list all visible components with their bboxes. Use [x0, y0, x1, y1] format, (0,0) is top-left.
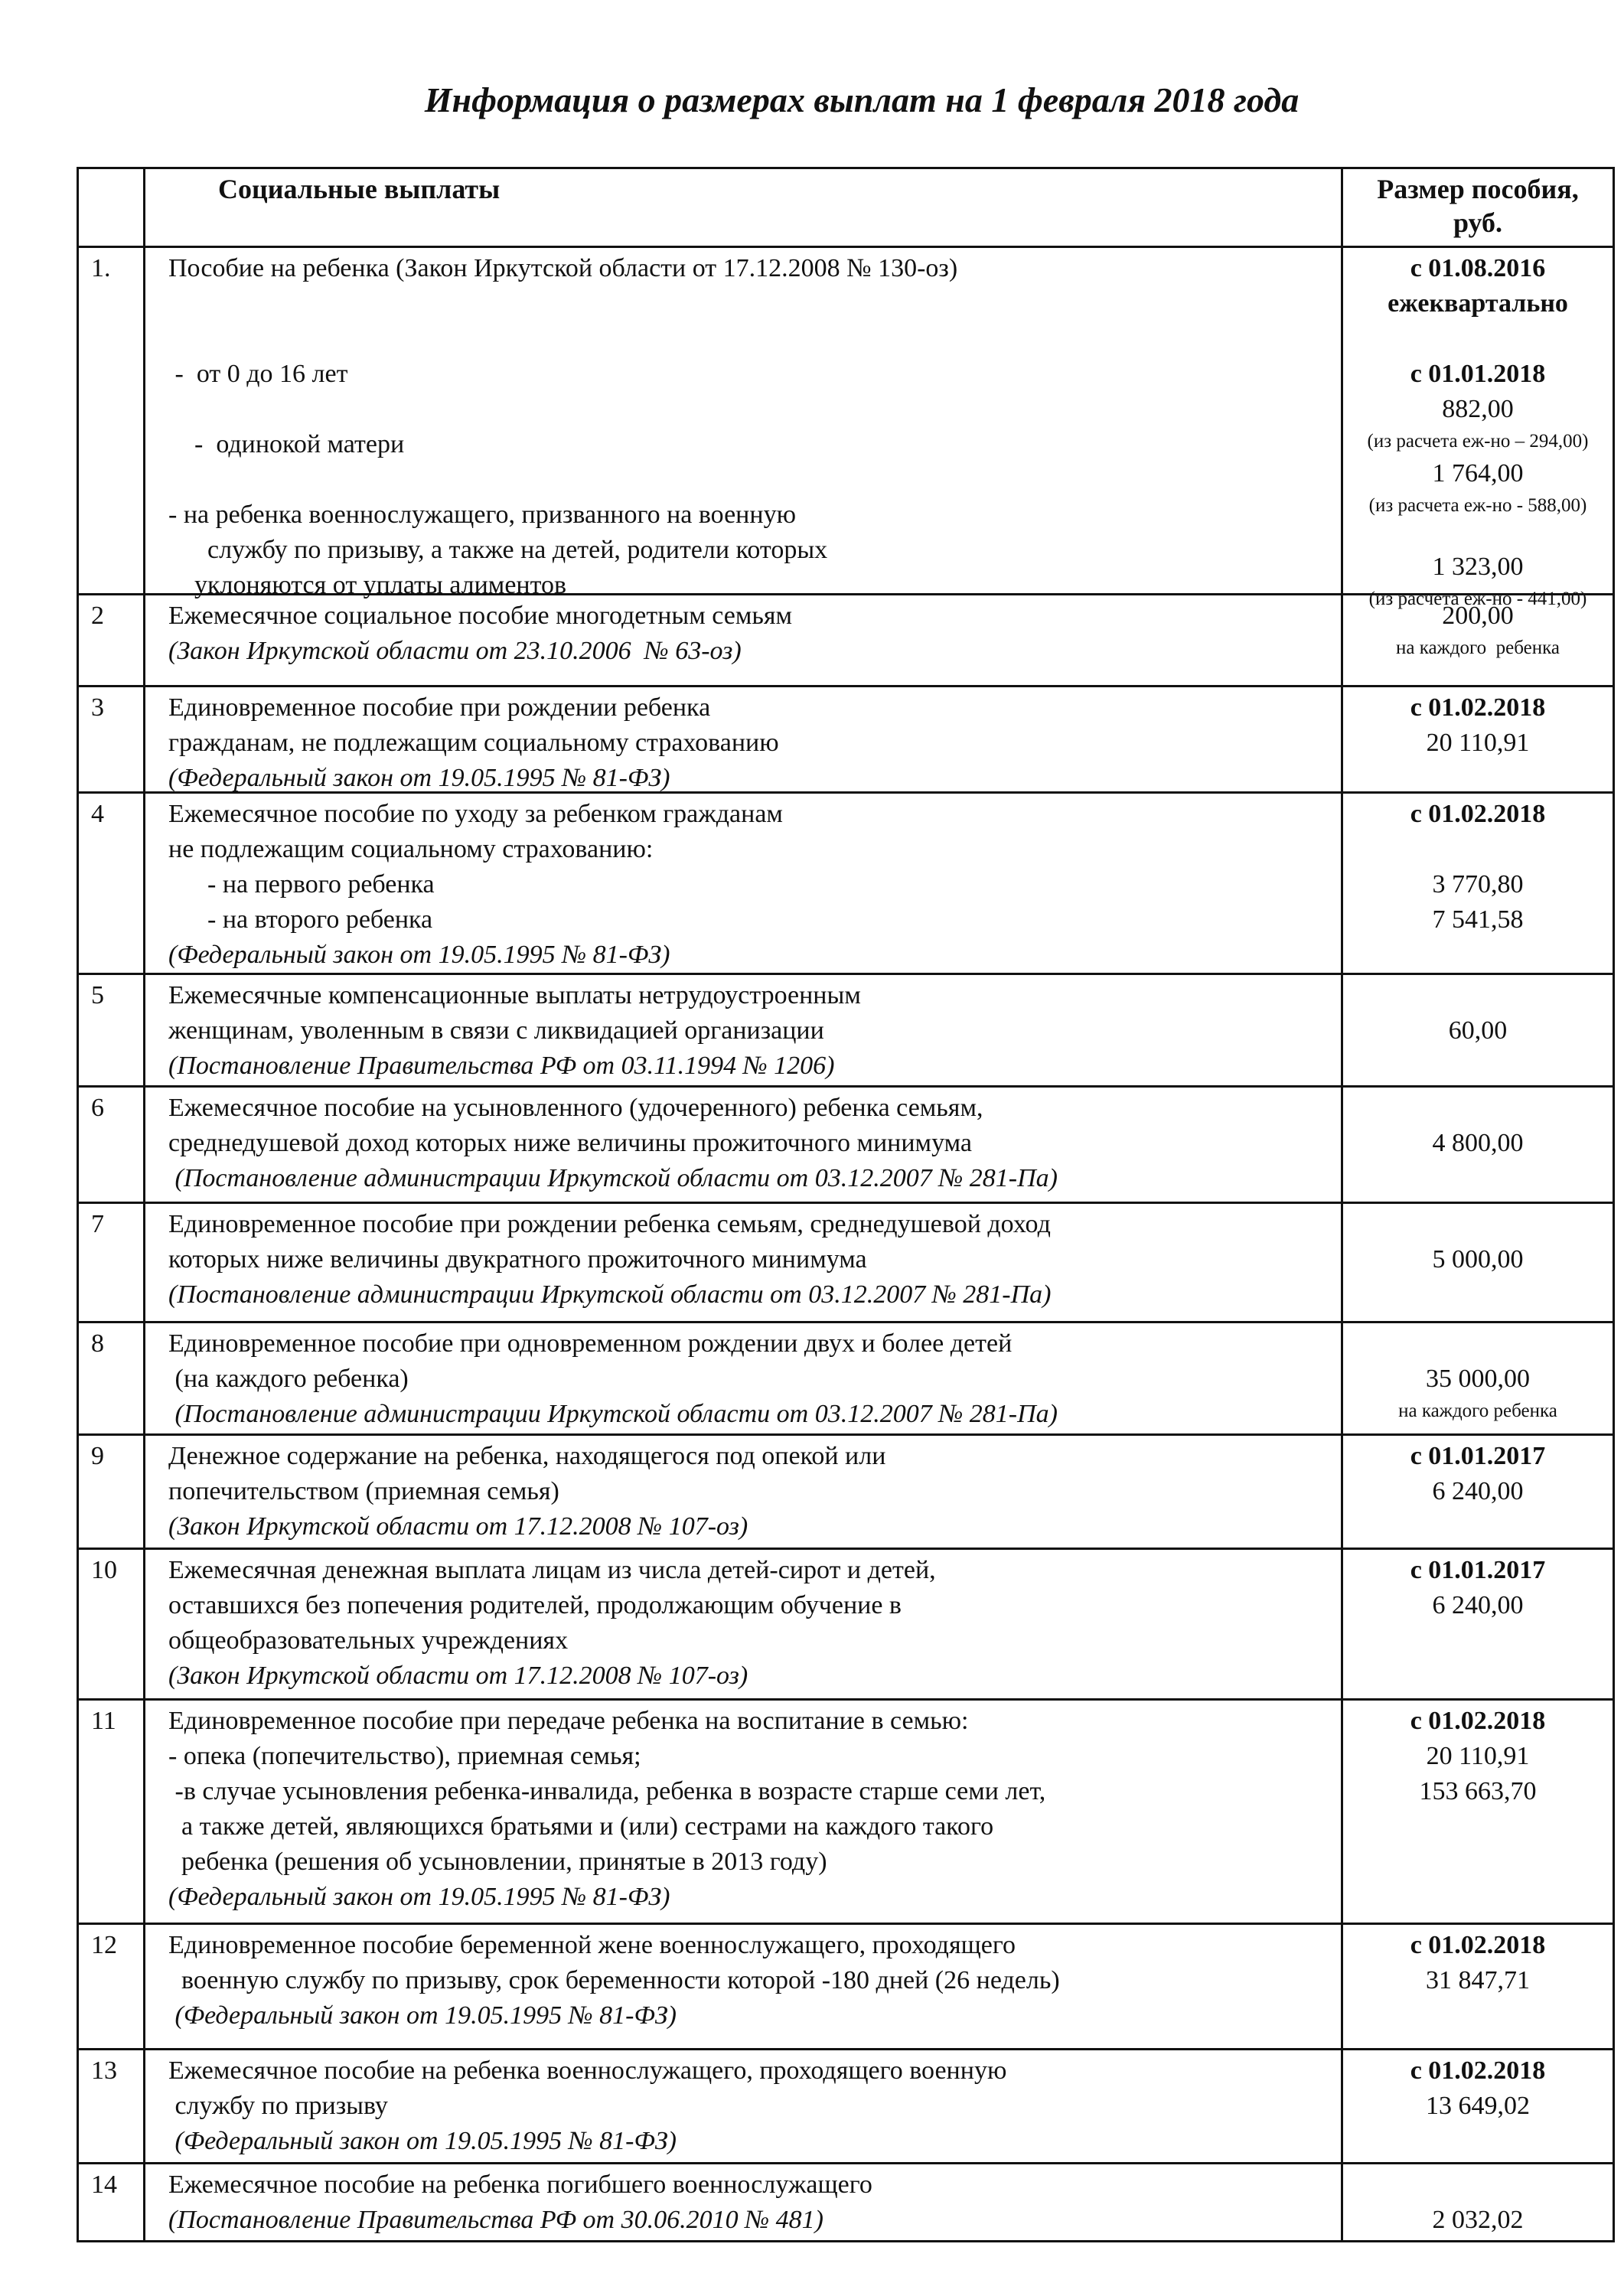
- description-line: (Постановление администрации Иркутской области от 03.12.2007 № 281-Па): [168, 1280, 1052, 1309]
- description-line: -в случае усыновления ребенка-инвалида, ребенка в возрасте старше семи лет,: [168, 1777, 1046, 1805]
- amount-line: (из расчета еж-но – 294,00): [1367, 431, 1589, 452]
- header-val-cell: [1343, 169, 1613, 246]
- amount-line: 60,00: [1448, 1016, 1508, 1045]
- amount-line: [1343, 1207, 1613, 1242]
- amount-line: 13 649,02: [1426, 2092, 1530, 2120]
- row-number: 13: [79, 2050, 145, 2162]
- amount-line: с 01.01.2017: [1410, 1556, 1546, 1584]
- amount-line: 6 240,00: [1432, 1591, 1524, 1619]
- row-number: 7: [79, 1204, 145, 1321]
- description-line: Денежное содержание на ребенка, находящегося под опекой или: [168, 1442, 886, 1470]
- row-number: 5: [79, 975, 145, 1085]
- amount-line: [1343, 978, 1613, 1013]
- payment-description: [145, 975, 1343, 1085]
- amount-line: (из расчета еж-но - 441,00): [1368, 589, 1587, 609]
- amount-line: 20 110,91: [1426, 729, 1530, 757]
- amount-line: [1343, 321, 1613, 357]
- description-line: оставшихся без попечения родителей, продолжающим обучение в: [168, 1591, 902, 1619]
- amount-line: 6 240,00: [1432, 1477, 1524, 1505]
- payment-description: [145, 595, 1343, 685]
- amount-line: с 01.01.2018: [1410, 360, 1546, 388]
- table-row: [79, 1202, 1613, 1321]
- payment-amount: [1343, 1550, 1613, 1698]
- payment-description: [145, 687, 1343, 791]
- amount-line: с 01.02.2018: [1410, 2056, 1546, 2085]
- payment-description: [145, 2164, 1343, 2240]
- description-line: (Постановление администрации Иркутской области от 03.12.2007 № 281-Па): [168, 1164, 1058, 1192]
- payment-description: [145, 1701, 1343, 1923]
- row-number: 4: [79, 794, 145, 973]
- description-line: Единовременное пособие беременной жене военнослужащего, проходящего: [168, 1931, 1016, 1959]
- amount-line: 4 800,00: [1432, 1129, 1524, 1157]
- amount-line: с 01.08.2016: [1410, 254, 1546, 282]
- description-line: (на каждого ребенка): [168, 1365, 409, 1393]
- description-line: (Закон Иркутской области от 17.12.2008 № 107-оз): [168, 1512, 748, 1541]
- table-row: [79, 246, 1613, 609]
- amount-line: 20 110,91: [1426, 1742, 1530, 1770]
- table-row: [79, 1698, 1613, 1923]
- amount-line: 882,00: [1442, 395, 1514, 423]
- amount-line: ежеквартально: [1388, 289, 1568, 318]
- payment-amount: [1343, 595, 1613, 685]
- amount-line: 2 032,02: [1432, 2206, 1524, 2234]
- header-desc: Социальные выплаты: [218, 174, 501, 204]
- payment-description: [145, 1204, 1343, 1321]
- amount-line: 5 000,00: [1432, 1245, 1524, 1274]
- description-line: которых ниже величины двукратного прожиточного минимума: [168, 1245, 867, 1274]
- description-line: попечительством (приемная семья): [168, 1477, 559, 1505]
- row-number: 2: [79, 595, 145, 685]
- table-row: [79, 1548, 1613, 1698]
- payment-amount: [1343, 248, 1613, 609]
- description-line: [168, 392, 1341, 427]
- payment-description: [145, 248, 1343, 599]
- row-number: 9: [79, 1436, 145, 1548]
- amount-line: 1 764,00: [1432, 459, 1524, 488]
- description-line: [168, 286, 1341, 321]
- row-number: 11: [79, 1701, 145, 1923]
- payment-description: [145, 1550, 1343, 1698]
- row-number: 12: [79, 1925, 145, 2048]
- description-line: - на первого ребенка: [168, 870, 435, 899]
- description-line: ребенка (решения об усыновлении, принятые в 2013 году): [168, 1848, 827, 1876]
- description-line: [168, 462, 1341, 497]
- description-line: - на второго ребенка: [168, 905, 433, 934]
- description-line: Пособие на ребенка (Закон Иркутской области от 17.12.2008 № 130-оз): [168, 254, 958, 282]
- description-line: общеобразовательных учреждениях: [168, 1626, 569, 1655]
- table-row: [79, 2048, 1613, 2162]
- description-line: женщинам, уволенным в связи с ликвидацией организации: [168, 1016, 824, 1045]
- payment-amount: [1343, 1204, 1613, 1321]
- payment-amount: [1343, 1088, 1613, 1202]
- table-row: [79, 2162, 1613, 2240]
- amount-line: [1343, 2167, 1613, 2203]
- description-line: Ежемесячные компенсационные выплаты нетрудоустроенным: [168, 981, 861, 1009]
- row-number: 6: [79, 1088, 145, 1202]
- description-line: Ежемесячное пособие на ребенка погибшего военнослужащего: [168, 2170, 872, 2199]
- description-line: Единовременное пособие при рождении ребенка семьям, среднедушевой доход: [168, 1210, 1051, 1238]
- payment-amount: [1343, 1925, 1613, 2048]
- description-line: (Федеральный закон от 19.05.1995 № 81-ФЗ): [168, 2001, 677, 2030]
- description-line: - одинокой матери: [168, 430, 405, 458]
- amount-line: 1 323,00: [1432, 553, 1524, 581]
- description-line: а также детей, являющихся братьями и (или) сестрами на каждого такого: [168, 1812, 994, 1841]
- amount-line: с 01.02.2018: [1410, 1707, 1546, 1735]
- description-line: (Постановление Правительства РФ от 30.06.2010 № 481): [168, 2206, 823, 2234]
- amount-line: 3 770,80: [1432, 870, 1524, 899]
- payment-amount: [1343, 1701, 1613, 1923]
- header-val-1: Размер пособия,: [1377, 174, 1579, 204]
- table-row: [79, 685, 1613, 791]
- amount-line: на каждого ребенка: [1398, 1401, 1557, 1421]
- payment-amount: [1343, 687, 1613, 791]
- amount-line: с 01.02.2018: [1410, 800, 1546, 828]
- table-row: [79, 791, 1613, 973]
- table-row: [79, 973, 1613, 1085]
- description-line: среднедушевой доход которых ниже величины прожиточного минимума: [168, 1129, 972, 1157]
- description-line: (Закон Иркутской области от 17.12.2008 № 107-оз): [168, 1662, 748, 1690]
- payment-amount: [1343, 1436, 1613, 1548]
- table-row: [79, 1085, 1613, 1202]
- description-line: - от 0 до 16 лет: [168, 360, 348, 388]
- description-line: (Федеральный закон от 19.05.1995 № 81-ФЗ): [168, 1883, 670, 1911]
- description-line: военную службу по призыву, срок беременности которой -180 дней (26 недель): [168, 1966, 1060, 1994]
- amount-line: на каждого ребенка: [1395, 638, 1560, 658]
- payment-amount: [1343, 794, 1613, 973]
- amount-line: с 01.02.2018: [1410, 693, 1546, 722]
- table-row: [79, 1923, 1613, 2048]
- description-line: Единовременное пособие при одновременном рождении двух и более детей: [168, 1329, 1013, 1358]
- description-line: Ежемесячное пособие по уходу за ребенком гражданам: [168, 800, 783, 828]
- payment-amount: [1343, 2050, 1613, 2162]
- amount-line: с 01.01.2017: [1410, 1442, 1546, 1470]
- description-line: Ежемесячное социальное пособие многодетным семьям: [168, 602, 793, 630]
- payment-description: [145, 1436, 1343, 1548]
- amount-line: [1343, 1091, 1613, 1126]
- row-number: 8: [79, 1323, 145, 1433]
- row-number: 1.: [79, 248, 145, 593]
- description-line: Ежемесячное пособие на ребенка военнослужащего, проходящего военную: [168, 2056, 1007, 2085]
- description-line: Ежемесячное пособие на усыновленного (удочеренного) ребенка семьям,: [168, 1094, 983, 1122]
- amount-line: 7 541,58: [1432, 905, 1524, 934]
- header-num-cell: [79, 169, 145, 246]
- description-line: (Постановление администрации Иркутской области от 03.12.2007 № 281-Па): [168, 1400, 1058, 1428]
- amount-line: 31 847,71: [1426, 1966, 1530, 1994]
- description-line: (Закон Иркутской области от 23.10.2006 № 63-оз): [168, 637, 742, 665]
- description-line: [168, 321, 1341, 357]
- payment-amount: [1343, 1323, 1613, 1433]
- payment-description: [145, 1088, 1343, 1202]
- row-number: 3: [79, 687, 145, 791]
- payment-description: [145, 2050, 1343, 2162]
- description-line: (Федеральный закон от 19.05.1995 № 81-ФЗ): [168, 2127, 677, 2155]
- description-line: (Федеральный закон от 19.05.1995 № 81-ФЗ): [168, 764, 670, 792]
- description-line: Единовременное пособие при передаче ребенка на воспитание в семью:: [168, 1707, 969, 1735]
- header-desc-cell: [145, 169, 1343, 246]
- payment-amount: [1343, 975, 1613, 1085]
- description-line: не подлежащим социальному страхованию:: [168, 835, 654, 863]
- amount-line: [1343, 832, 1613, 867]
- table-row: [79, 1433, 1613, 1548]
- description-line: (Постановление Правительства РФ от 03.11.1994 № 1206): [168, 1052, 835, 1080]
- description-line: службу по призыву: [168, 2092, 388, 2120]
- amount-line: с 01.02.2018: [1410, 1931, 1546, 1959]
- payment-amount: [1343, 2164, 1613, 2240]
- description-line: службу по призыву, а также на детей, родители которых: [168, 536, 828, 564]
- row-number: 10: [79, 1550, 145, 1698]
- payment-description: [145, 794, 1343, 973]
- description-line: - на ребенка военнослужащего, призванного на военную: [168, 501, 796, 529]
- amount-line: 35 000,00: [1426, 1365, 1530, 1393]
- document-title: Информация о размерах выплат на 1 февраля 2018 года: [424, 80, 1300, 119]
- amount-line: [1343, 1326, 1613, 1362]
- row-number: 14: [79, 2164, 145, 2240]
- header-val-2: руб.: [1453, 207, 1503, 238]
- amount-line: 200,00: [1442, 602, 1514, 630]
- description-line: гражданам, не подлежащим социальному страхованию: [168, 729, 779, 757]
- amount-line: [1343, 520, 1613, 550]
- description-line: Единовременное пособие при рождении ребенка: [168, 693, 711, 722]
- amount-line: 153 663,70: [1419, 1777, 1537, 1805]
- payment-description: [145, 1323, 1343, 1433]
- description-line: уклоняются от уплаты алиментов: [168, 571, 567, 599]
- amount-line: (из расчета еж-но - 588,00): [1368, 495, 1587, 516]
- payment-description: [145, 1925, 1343, 2048]
- table-row: [79, 593, 1613, 685]
- table-row: [79, 1321, 1613, 1433]
- description-line: - опека (попечительство), приемная семья;: [168, 1742, 641, 1770]
- payments-table: [77, 167, 1615, 2242]
- table-header: [79, 169, 1613, 246]
- description-line: Ежемесячная денежная выплата лицам из числа детей-сирот и детей,: [168, 1556, 936, 1584]
- description-line: (Федеральный закон от 19.05.1995 № 81-ФЗ): [168, 941, 670, 969]
